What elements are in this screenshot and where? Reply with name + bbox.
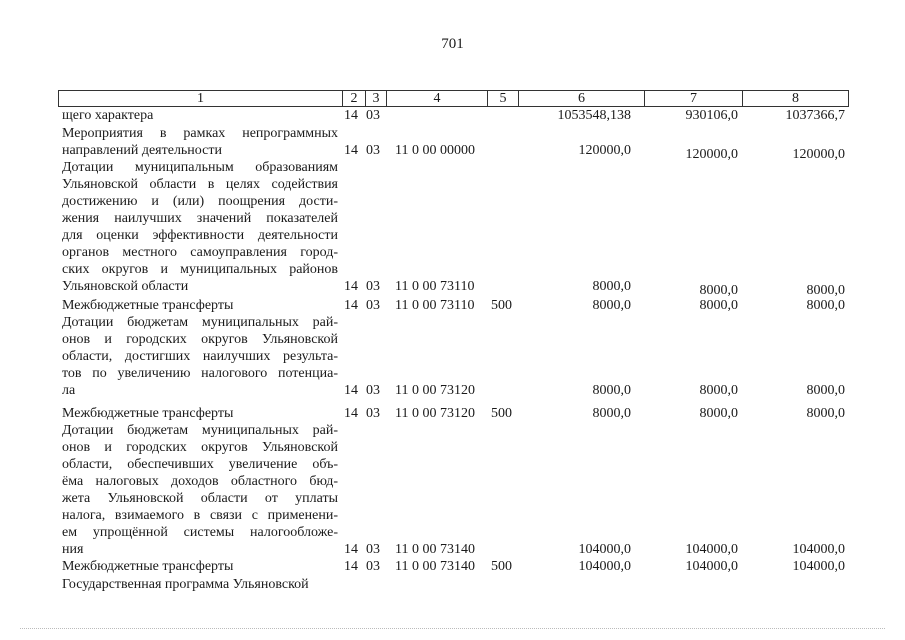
amount-col-8: 8000,0: [806, 298, 845, 313]
row-description-line: щего характера: [62, 108, 154, 123]
header-col-4: 4: [386, 90, 487, 107]
amount-col-8: 1037366,7: [785, 108, 845, 123]
row-description-line: Дотации бюджетам муниципальных рай-: [62, 315, 338, 330]
row-description-line: онов и городских округов Ульяновской: [62, 440, 338, 455]
amount-col-6: 1053548,138: [557, 108, 631, 123]
amount-col-8: 104000,0: [792, 559, 845, 574]
target-article-code: 11 0 00 73110: [395, 298, 475, 313]
section-code: 14: [344, 143, 358, 158]
row-description-line: Дотации бюджетам муниципальных рай-: [62, 423, 338, 438]
row-description-line: Межбюджетные трансферты: [62, 406, 234, 421]
amount-col-6: 8000,0: [592, 383, 631, 398]
amount-col-6: 8000,0: [592, 298, 631, 313]
row-description-line: ёма налоговых доходов областного бюд-: [62, 474, 338, 489]
row-description-line: ем упрощённой системы налогообложе-: [62, 525, 338, 540]
target-article-code: 11 0 00 73120: [395, 406, 475, 421]
amount-col-8: 8000,0: [806, 406, 845, 421]
amount-col-7: 120000,0: [685, 147, 738, 162]
row-description-line: ла: [62, 383, 76, 398]
amount-col-7: 8000,0: [699, 283, 738, 298]
subsection-code: 03: [366, 279, 380, 294]
row-description-line: области, достигших наилучших результа-: [62, 349, 338, 364]
row-description-line: достижению и (или) поощрения дости-: [62, 194, 338, 209]
row-description-line: Ульяновской области: [62, 279, 189, 294]
subsection-code: 03: [366, 383, 380, 398]
scan-edge: [20, 628, 885, 630]
section-code: 14: [344, 406, 358, 421]
expense-type-code: 500: [491, 406, 512, 421]
target-article-code: 11 0 00 00000: [395, 143, 475, 158]
amount-col-8: 120000,0: [792, 147, 845, 162]
amount-col-7: 8000,0: [699, 383, 738, 398]
amount-col-6: 8000,0: [592, 279, 631, 294]
row-description-line: ских округов и муниципальных районов: [62, 262, 338, 277]
amount-col-7: 8000,0: [699, 298, 738, 313]
section-code: 14: [344, 383, 358, 398]
target-article-code: 11 0 00 73140: [395, 559, 475, 574]
amount-col-7: 8000,0: [699, 406, 738, 421]
subsection-code: 03: [366, 559, 380, 574]
amount-col-7: 104000,0: [685, 542, 738, 557]
section-code: 14: [344, 279, 358, 294]
row-description-line: онов и городских округов Ульяновской: [62, 332, 338, 347]
target-article-code: 11 0 00 73120: [395, 383, 475, 398]
row-description-line: области, обеспечивших увеличение объ-: [62, 457, 338, 472]
target-article-code: 11 0 00 73110: [395, 279, 475, 294]
row-description-line: налога, взимаемого в связи с применени-: [62, 508, 338, 523]
header-col-6: 6: [518, 90, 644, 107]
row-description-line: органов местного самоуправления город-: [62, 245, 338, 260]
row-description-line: Государственная программа Ульяновской: [62, 577, 309, 592]
section-code: 14: [344, 298, 358, 313]
subsection-code: 03: [366, 108, 380, 123]
header-col-2: 2: [342, 90, 365, 107]
row-description-line: для оценки эффективности деятельности: [62, 228, 338, 243]
amount-col-6: 104000,0: [578, 542, 631, 557]
amount-col-6: 104000,0: [578, 559, 631, 574]
row-description-line: Дотации муниципальным образованиям: [62, 160, 338, 175]
subsection-code: 03: [366, 298, 380, 313]
amount-col-7: 930106,0: [685, 108, 738, 123]
row-description-line: Мероприятия в рамках непрограммных: [62, 126, 338, 141]
amount-col-6: 120000,0: [578, 143, 631, 158]
row-description-line: Межбюджетные трансферты: [62, 559, 234, 574]
header-col-1: 1: [58, 90, 342, 107]
target-article-code: 11 0 00 73140: [395, 542, 475, 557]
subsection-code: 03: [366, 406, 380, 421]
amount-col-8: 104000,0: [792, 542, 845, 557]
row-description-line: направлений деятельности: [62, 143, 222, 158]
header-col-8: 8: [742, 90, 849, 107]
page-number: 701: [441, 36, 464, 52]
amount-col-6: 8000,0: [592, 406, 631, 421]
header-col-5: 5: [487, 90, 518, 107]
table-header: [58, 90, 848, 107]
row-description-line: Межбюджетные трансферты: [62, 298, 234, 313]
row-description-line: тов по увеличению налогового потенциа-: [62, 366, 338, 381]
row-description-line: жета Ульяновской области от уплаты: [62, 491, 338, 506]
row-description-line: жения наилучших значений показателей: [62, 211, 338, 226]
subsection-code: 03: [366, 143, 380, 158]
header-col-3: 3: [365, 90, 386, 107]
subsection-code: 03: [366, 542, 380, 557]
row-description-line: Ульяновской области в целях содействия: [62, 177, 338, 192]
header-col-7: 7: [644, 90, 742, 107]
row-description-line: ния: [62, 542, 84, 557]
amount-col-8: 8000,0: [806, 383, 845, 398]
expense-type-code: 500: [491, 298, 512, 313]
section-code: 14: [344, 542, 358, 557]
section-code: 14: [344, 559, 358, 574]
section-code: 14: [344, 108, 358, 123]
expense-type-code: 500: [491, 559, 512, 574]
amount-col-7: 104000,0: [685, 559, 738, 574]
amount-col-8: 8000,0: [806, 283, 845, 298]
